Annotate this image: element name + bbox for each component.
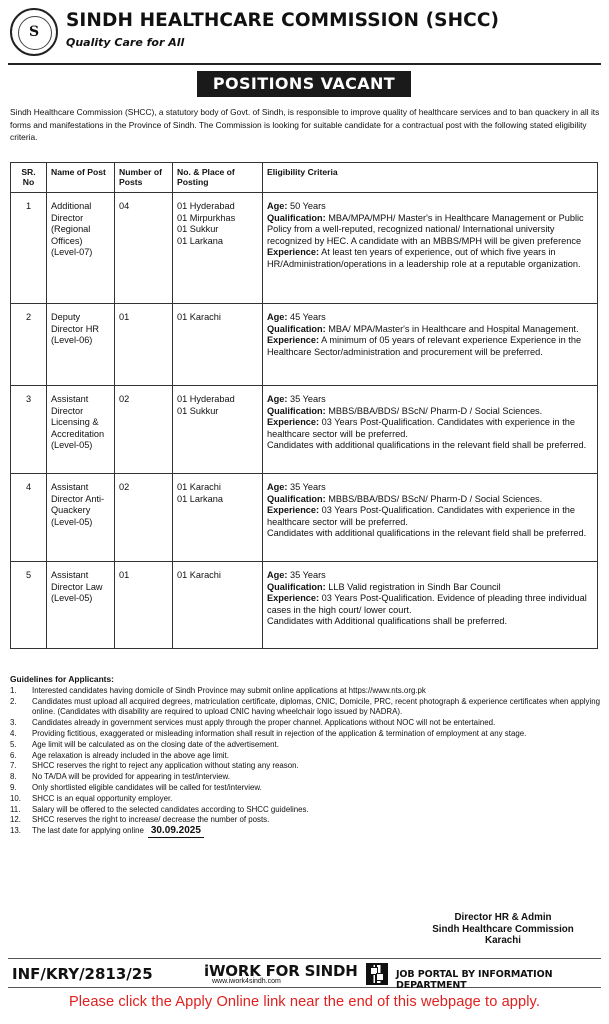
experience-label: Experience: — [267, 593, 320, 604]
guideline-item — [10, 761, 600, 772]
cell-eligibility — [263, 386, 598, 474]
guideline-item — [10, 794, 600, 805]
experience-line — [267, 593, 593, 616]
guideline-item — [10, 729, 600, 740]
age-label: Age: — [267, 394, 288, 404]
header-number-of-posts: Number of Posts — [115, 163, 173, 193]
table-row — [11, 562, 598, 649]
header-post-name: Name of Post — [47, 163, 115, 193]
guideline-number: 8. — [10, 772, 17, 782]
cell-number-of-posts — [115, 304, 173, 386]
cell-sr-no — [11, 386, 47, 474]
cell-post-name — [47, 304, 115, 386]
guideline-text: Providing fictitious, exaggerated or misleading information shall result in rejection of the application & termination of employment at any stage. — [32, 728, 527, 738]
experience-label: Experience: — [267, 417, 320, 428]
experience-line — [267, 247, 593, 270]
guideline-item — [10, 783, 600, 794]
cell-eligibility — [263, 474, 598, 562]
last-date-label: The last date for applying online — [32, 826, 144, 836]
guideline-text: Age relaxation is already included in the above age limit. — [32, 750, 229, 760]
guideline-text: Only shortlisted eligible candidates will be called for test/interview. — [32, 782, 262, 792]
last-date-value: 30.09.2025 — [148, 826, 204, 838]
qualification-value: MBA/ MPA/Master's in Healthcare and Hospital Management. — [328, 323, 579, 334]
guideline-item — [10, 718, 600, 729]
posts-count: 01 — [119, 312, 130, 322]
cell-number-of-posts — [115, 474, 173, 562]
posting-place: 01 Hyderabad — [177, 394, 235, 404]
qualification-line — [267, 494, 593, 506]
age-value: 35 Years — [289, 570, 326, 580]
posts-count: 01 — [119, 570, 130, 580]
experience-value: At least ten years of experience, out of which five years in HR/Administration/operations in a leadership role at a reputable organization. — [267, 247, 581, 269]
guideline-text: Salary will be offered to the selected candidates according to SHCC guidelines. — [32, 804, 309, 814]
shcc-logo — [10, 8, 58, 56]
qualification-line — [267, 406, 593, 418]
age-line — [267, 394, 593, 406]
post-name: Assistant Director Anti-Quackery (Level-05) — [51, 482, 105, 527]
cell-number-of-posts — [115, 386, 173, 474]
positions-table — [10, 162, 598, 649]
cell-post-name — [47, 193, 115, 304]
table-header-row — [11, 163, 598, 193]
page-header — [8, 6, 601, 58]
guidelines-title: Guidelines for Applicants: — [10, 674, 114, 684]
guideline-item — [10, 805, 600, 816]
qualification-value: MBBS/BBA/BDS/ BScN/ Pharm-D / Social Sciences. — [328, 493, 543, 504]
cell-sr-no — [11, 193, 47, 304]
cell-number-of-posts — [115, 193, 173, 304]
sr-number: 3 — [25, 394, 32, 404]
experience-line — [267, 417, 593, 440]
posting-place: 01 Sukkur — [177, 224, 219, 235]
experience-label: Experience: — [267, 247, 320, 258]
cell-post-name — [47, 474, 115, 562]
age-line — [267, 201, 593, 213]
guideline-text: SHCC reserves the right to reject any application without stating any reason. — [32, 761, 299, 771]
age-value: 50 Years — [289, 201, 326, 211]
guideline-number: 1. — [10, 685, 17, 695]
cell-number-of-posts — [115, 562, 173, 649]
guideline-number: 7. — [10, 761, 17, 771]
qualification-label: Qualification: — [267, 405, 326, 416]
cell-eligibility — [263, 562, 598, 649]
signatory-city: Karachi — [485, 935, 521, 946]
sr-number: 1 — [25, 201, 32, 211]
header-sr-no: SR. No — [11, 163, 47, 193]
experience-value: 03 Years Post-Qualification. Evidence of pleading three individual cases in the high court/ lower court. — [267, 593, 587, 615]
guideline-number: 10. — [10, 793, 21, 803]
qualification-line — [267, 324, 593, 336]
ad-footer — [8, 958, 601, 991]
guideline-text: No TA/DA will be provided for appearing in test/interview. — [32, 772, 230, 782]
post-name: Deputy Director HR (Level-06) — [51, 312, 99, 346]
cell-sr-no — [11, 562, 47, 649]
additional-note: Candidates with Additional qualifications shall be preferred. — [267, 616, 508, 627]
cell-sr-no — [11, 304, 47, 386]
posting-place: 01 Mirpurkhas — [177, 212, 236, 223]
signatory-org: Sindh Healthcare Commission — [432, 923, 574, 935]
header-place-of-posting: No. & Place of Posting — [173, 163, 263, 193]
experience-value: A minimum of 05 years of relevant experience Experience in the Healthcare Sector/administration and procurement will be preferred. — [267, 335, 582, 357]
cell-eligibility — [263, 304, 598, 386]
age-value: 35 Years — [289, 394, 326, 404]
cell-place-of-posting — [173, 562, 263, 649]
header-eligibility: Eligibility Criteria — [263, 163, 598, 193]
guideline-number: 2. — [10, 696, 17, 706]
guideline-text: Interested candidates having domicile of Sindh Province may submit online applications at https://www.nts.org.pk — [32, 685, 426, 695]
sr-number: 4 — [25, 482, 32, 492]
qr-code-icon — [366, 963, 388, 985]
age-label: Age: — [267, 312, 288, 322]
org-tagline: Quality Care for All — [66, 36, 185, 49]
qualification-value: MBBS/BBA/BDS/ BScN/ Pharm-D / Social Sciences. — [328, 405, 543, 416]
iwork-brand: iWORK FOR SINDH — [204, 962, 358, 980]
age-value: 45 Years — [289, 312, 326, 322]
age-line — [267, 312, 593, 324]
qualification-line — [267, 213, 593, 248]
cell-place-of-posting — [173, 386, 263, 474]
guideline-number: 6. — [10, 750, 17, 760]
cell-eligibility — [263, 193, 598, 304]
org-title: SINDH HEALTHCARE COMMISSION (SHCC) — [66, 10, 500, 31]
age-line — [267, 482, 593, 494]
guideline-text: SHCC is an equal opportunity employer. — [32, 793, 173, 803]
iwork-url: www.iwork4sindh.com — [212, 978, 281, 985]
guideline-item — [10, 697, 600, 719]
experience-label: Experience: — [267, 335, 320, 346]
ad-reference-number: INF/KRY/2813/25 — [12, 965, 153, 983]
guideline-item — [10, 751, 600, 762]
signature-block — [413, 912, 593, 947]
posting-place: 01 Sukkur — [177, 405, 219, 416]
guideline-number: 9. — [10, 782, 17, 792]
cell-place-of-posting — [173, 304, 263, 386]
positions-vacant-banner: POSITIONS VACANT — [197, 71, 411, 97]
qualification-label: Qualification: — [267, 212, 326, 223]
cell-sr-no — [11, 474, 47, 562]
qualification-value: MBA/MPA/MPH/ Master's in Healthcare Management or Public Policy from a well-reputed, recognized national/ International university recognized by HEC. A candidate with an MBBS/MPH will be given preference — [267, 212, 584, 246]
guideline-text: SHCC reserves the right to increase/ decrease the number of posts. — [32, 815, 270, 825]
logo-mark: S — [28, 24, 40, 40]
cell-place-of-posting — [173, 474, 263, 562]
posts-count: 02 — [119, 482, 130, 492]
posting-place: 01 Karachi — [177, 570, 221, 580]
sr-number: 5 — [25, 570, 32, 580]
posting-place: 01 Larkana — [177, 493, 223, 504]
sr-number: 2 — [25, 312, 32, 322]
age-line — [267, 570, 593, 582]
posting-place: 01 Hyderabad — [177, 201, 235, 211]
table-row — [11, 386, 598, 474]
qualification-label: Qualification: — [267, 581, 326, 592]
guideline-item — [10, 826, 600, 838]
experience-value: 03 Years Post-Qualification. Candidates with experience in the healthcare sector will be preferred. — [267, 417, 575, 439]
guideline-text: Age limit will be calculated as on the closing date of the advertisement. — [32, 739, 279, 749]
experience-line — [267, 335, 593, 358]
intro-paragraph: Sindh Healthcare Commission (SHCC), a statutory body of Govt. of Sindh, is responsible to improve quality of healthcare services and to ban quackery in all its forms and manifestations in the Province of Sindh. The Commission is looking for suitable candidate for a contractual post with the following stated eligibility criteria. — [10, 107, 600, 142]
posting-place: 01 Karachi — [177, 482, 221, 492]
posting-place: 01 Karachi — [177, 312, 221, 322]
experience-label: Experience: — [267, 505, 320, 516]
cell-place-of-posting — [173, 193, 263, 304]
qualification-label: Qualification: — [267, 493, 326, 504]
guideline-number: 5. — [10, 739, 17, 749]
signatory-title: Director HR & Admin — [454, 912, 552, 923]
post-name: Additional Director (Regional Offices) (Level-07) — [51, 201, 93, 258]
guideline-number: 3. — [10, 718, 17, 728]
guideline-number: 12. — [10, 815, 21, 825]
qualification-label: Qualification: — [267, 323, 326, 334]
age-label: Age: — [267, 570, 288, 580]
cell-post-name — [47, 562, 115, 649]
guideline-item — [10, 740, 600, 751]
posts-count: 04 — [119, 201, 130, 211]
guideline-item — [10, 815, 600, 826]
guideline-number: 11. — [10, 804, 21, 814]
guidelines-section — [10, 674, 600, 838]
post-name: Assistant Director Licensing & Accreditation (Level-05) — [51, 394, 105, 451]
additional-note: Candidates with additional qualifications in the relevant field shall be preferred. — [267, 528, 587, 539]
header-divider — [8, 63, 601, 65]
guideline-text: Candidates already in government services must apply through the proper channel. Applications without NOC will not be entertained. — [32, 718, 496, 728]
qualification-value: LLB Valid registration in Sindh Bar Council — [328, 581, 501, 592]
experience-value: 03 Years Post-Qualification. Candidates with experience in the healthcare sector will be preferred. — [267, 505, 575, 527]
table-row — [11, 304, 598, 386]
posts-count: 02 — [119, 394, 130, 404]
guideline-item — [10, 772, 600, 783]
experience-line — [267, 505, 593, 528]
guideline-number: 13. — [10, 826, 21, 836]
job-portal-label: JOB PORTAL BY INFORMATION DEPARTMENT — [396, 969, 553, 991]
guideline-text: Candidates must upload all acquired degrees, matriculation certificate, diplomas, CNIC, Domicile, PRC, recent photograph & experience certificates when applying online. (Candidates with disability are required to upload CNIC having wheelchair logo issued by NADRA). — [32, 696, 600, 717]
posting-place: 01 Larkana — [177, 235, 223, 246]
post-name: Assistant Director Law (Level-05) — [51, 570, 103, 604]
guideline-number: 4. — [10, 728, 17, 738]
cell-post-name — [47, 386, 115, 474]
additional-note: Candidates with additional qualifications in the relevant field shall be preferred. — [267, 440, 587, 451]
table-row — [11, 474, 598, 562]
guideline-text — [32, 826, 600, 838]
age-value: 35 Years — [289, 482, 326, 492]
qualification-line — [267, 582, 593, 594]
apply-online-notice: Please click the Apply Online link near the end of this webpage to apply. — [68, 994, 541, 1010]
guideline-item — [10, 686, 600, 697]
age-label: Age: — [267, 482, 288, 492]
table-row — [11, 193, 598, 304]
age-label: Age: — [267, 201, 288, 211]
